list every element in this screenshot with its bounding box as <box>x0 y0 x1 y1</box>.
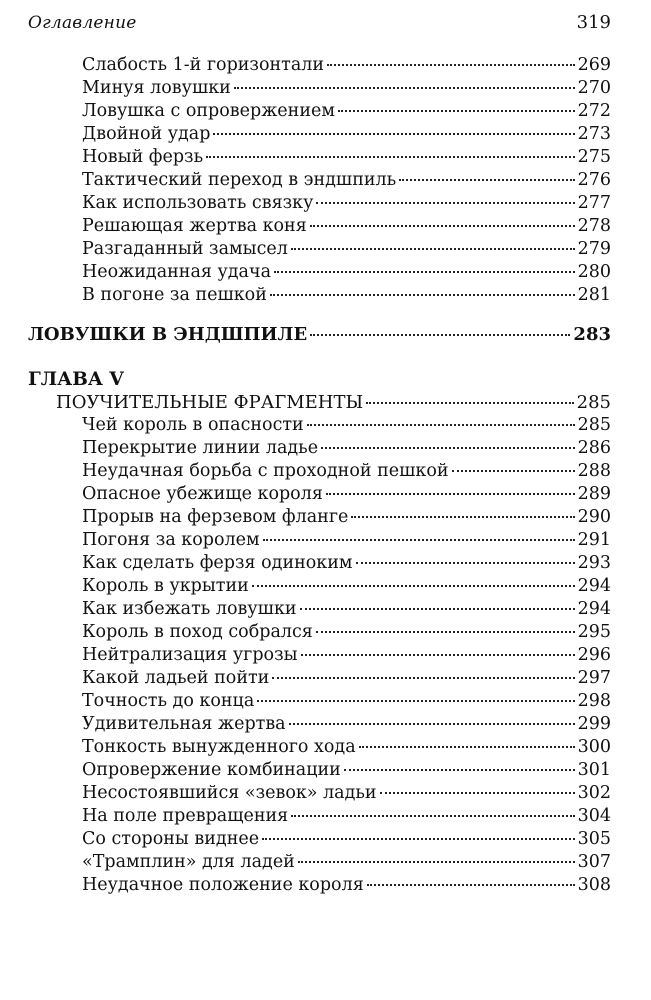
toc-entry-title: Король в поход собрался <box>82 622 313 642</box>
toc-entry-page: 290 <box>577 507 611 527</box>
toc-entry <box>82 782 611 805</box>
dot-leader <box>213 133 574 135</box>
toc-entry-page: 308 <box>577 875 611 895</box>
page-number: 319 <box>576 12 611 33</box>
dot-leader <box>252 585 575 587</box>
dot-leader <box>262 838 575 840</box>
toc-entry <box>82 759 611 782</box>
toc-entry-title: Решающая жертва коня <box>82 216 307 236</box>
toc-entry <box>82 506 611 529</box>
toc-entry-page: 298 <box>577 691 611 711</box>
toc-entry-page: 289 <box>577 484 611 504</box>
toc-entry-title: Прорыв на ферзевом фланге <box>82 507 349 527</box>
toc-entry-page: 294 <box>577 576 611 596</box>
toc-entry <box>82 460 611 483</box>
toc-entry <box>82 575 611 598</box>
toc-entry-title: Двойной удар <box>82 124 211 144</box>
toc-entry-title: Погоня за королем <box>82 530 260 550</box>
dot-leader <box>310 334 570 336</box>
toc-entry-page: 302 <box>577 783 611 803</box>
toc-entry-title: Опровержение комбинации <box>82 760 341 780</box>
toc-entry <box>82 123 611 146</box>
toc-entry <box>82 552 611 575</box>
toc-entry-page: 277 <box>577 193 611 213</box>
toc-entry-page: 291 <box>577 530 611 550</box>
toc-entry-page: 295 <box>577 622 611 642</box>
dot-leader <box>307 424 575 426</box>
dot-leader <box>380 792 575 794</box>
chapter-title-entry <box>56 391 611 414</box>
toc-entry-page: 279 <box>577 239 611 259</box>
dot-leader <box>356 562 575 564</box>
toc-entry-title: Неудачное положение короля <box>82 875 364 895</box>
toc-entry-title: Минуя ловушки <box>82 78 231 98</box>
toc-entry-page: 270 <box>577 78 611 98</box>
toc-entry-page: 304 <box>577 806 611 826</box>
dot-leader <box>321 447 575 449</box>
toc-entry <box>82 414 611 437</box>
toc-entry-page: 276 <box>577 170 611 190</box>
toc-entry-page: 305 <box>577 829 611 849</box>
toc-entry-page: 288 <box>577 461 611 481</box>
dot-leader <box>300 608 575 610</box>
dot-leader <box>263 539 575 541</box>
dot-leader <box>310 225 575 227</box>
toc-entry-title: Разгаданный замысел <box>82 239 288 259</box>
dot-leader <box>298 861 575 863</box>
toc-entry-title: Как сделать ферзя одиноким <box>82 553 353 573</box>
toc-entry-title: Неожиданная удача <box>82 262 271 282</box>
header-title: Оглавление <box>28 13 137 33</box>
dot-leader <box>452 470 575 472</box>
toc-entry <box>82 261 611 284</box>
toc-entry <box>82 828 611 851</box>
dot-leader <box>367 884 575 886</box>
dot-leader <box>206 156 574 158</box>
toc-entry <box>82 215 611 238</box>
toc-entry <box>82 77 611 100</box>
toc-entry <box>82 54 611 77</box>
dot-leader <box>291 248 575 250</box>
dot-leader <box>289 723 575 725</box>
dot-leader <box>270 294 575 296</box>
toc-entry-page: 273 <box>577 124 611 144</box>
toc-entry-page: 307 <box>577 852 611 872</box>
toc-entry <box>82 690 611 713</box>
toc-entry <box>82 736 611 759</box>
toc-entry-page: 269 <box>577 55 611 75</box>
toc-entry <box>82 238 611 261</box>
dot-leader <box>291 815 574 817</box>
toc-entry-title: На поле превращения <box>82 806 289 826</box>
toc-entry <box>82 667 611 690</box>
toc-entry-page: 280 <box>577 262 611 282</box>
toc-entry-title: Как использовать связку <box>82 193 314 213</box>
toc-entry-page: 299 <box>577 714 611 734</box>
toc-entry-page: 300 <box>577 737 611 757</box>
dot-leader <box>274 271 575 273</box>
toc-entry-page: 281 <box>577 285 611 305</box>
toc-entry <box>82 437 611 460</box>
dot-leader <box>366 402 573 404</box>
toc-entry <box>82 805 611 828</box>
toc-entry <box>82 483 611 506</box>
toc-entry-page: 272 <box>577 101 611 121</box>
toc-entry <box>82 529 611 552</box>
toc-entry-page: 278 <box>577 216 611 236</box>
running-header <box>28 12 611 36</box>
toc-entry-page: 301 <box>577 760 611 780</box>
toc-entry-title: Чей король в опасности <box>82 415 304 435</box>
section-title: ЛОВУШКИ В ЭНДШПИЛЕ <box>28 324 308 345</box>
chapter-title: ПОУЧИТЕЛЬНЫЕ ФРАГМЕНТЫ <box>56 392 364 413</box>
toc-entry <box>82 100 611 123</box>
chapter-heading: ГЛАВА V <box>28 369 124 390</box>
dot-leader <box>234 87 575 89</box>
toc-entry <box>82 284 611 307</box>
toc-entry-title: В погоне за пешкой <box>82 285 267 305</box>
toc-entry-title: Тактический переход в эндшпиль <box>82 170 397 190</box>
toc-section-entry <box>28 323 611 347</box>
dot-leader <box>272 677 574 679</box>
toc-entry-title: Опасное убежище короля <box>82 484 323 504</box>
toc-entry <box>82 621 611 644</box>
toc-entry-page: 286 <box>577 438 611 458</box>
toc-entry-title: Несостоявшийся «зевок» ладьи <box>82 783 377 803</box>
chapter-page: 285 <box>576 392 611 413</box>
toc-entry-page: 285 <box>577 415 611 435</box>
toc-entry-page: 297 <box>577 668 611 688</box>
toc-entry-title: Нейтрализация угрозы <box>82 645 298 665</box>
toc-entry-page: 296 <box>577 645 611 665</box>
dot-leader <box>327 64 575 66</box>
dot-leader <box>316 631 575 633</box>
dot-leader <box>344 769 575 771</box>
toc-entry-title: «Трамплин» для ладей <box>82 852 295 872</box>
dot-leader <box>399 179 574 181</box>
toc-entry-title: Неудачная борьба с проходной пешкой <box>82 461 449 481</box>
toc-entry-title: Точность до конца <box>82 691 255 711</box>
toc-entry <box>82 169 611 192</box>
toc-entry <box>82 598 611 621</box>
toc-entry-page: 293 <box>577 553 611 573</box>
dot-leader <box>338 110 575 112</box>
toc-entry-title: Удивительная жертва <box>82 714 286 734</box>
toc-entry-title: Какой ладьей пойти <box>82 668 270 688</box>
dot-leader <box>326 493 575 495</box>
toc-entry-title: Новый ферзь <box>82 147 204 167</box>
dot-leader <box>316 202 574 204</box>
toc-entry-title: Король в укрытии <box>82 576 249 596</box>
dot-leader <box>359 746 575 748</box>
toc-entry <box>82 146 611 169</box>
toc-entry-title: Как избежать ловушки <box>82 599 297 619</box>
dot-leader <box>257 700 574 702</box>
toc-entry <box>82 874 611 897</box>
toc-entry-title: Перекрытие линии ладье <box>82 438 319 458</box>
toc-entry-title: Слабость 1-й горизонтали <box>82 55 325 75</box>
toc-entry-page: 294 <box>577 599 611 619</box>
toc-entry-title: Ловушка с опровержением <box>82 101 335 121</box>
toc-entry-title: Со стороны виднее <box>82 829 260 849</box>
toc-entry <box>82 851 611 874</box>
toc-entry <box>82 644 611 667</box>
toc-entry <box>82 713 611 736</box>
toc-entry <box>82 192 611 215</box>
dot-leader <box>351 516 574 518</box>
toc-entry-title: Тонкость вынужденного хода <box>82 737 356 757</box>
toc-entry-page: 275 <box>577 147 611 167</box>
section-page: 283 <box>573 324 611 345</box>
dot-leader <box>301 654 575 656</box>
